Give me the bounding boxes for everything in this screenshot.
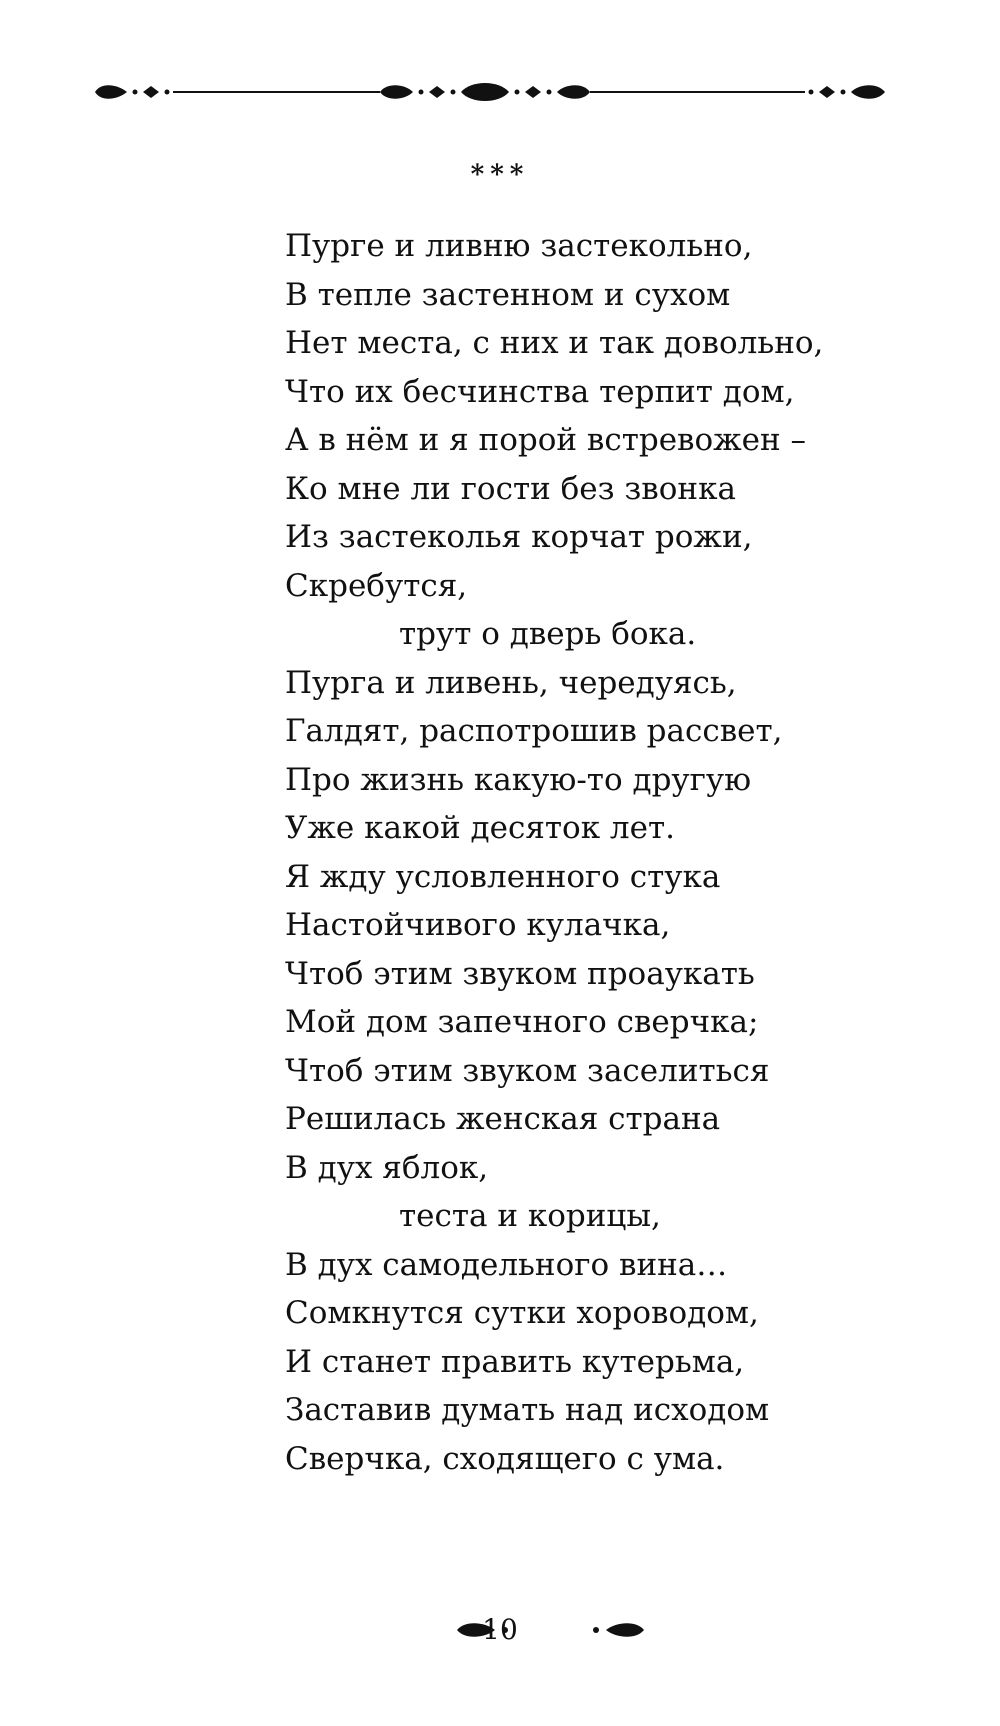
poem-line: Мой дом запечного сверчка; (285, 1004, 759, 1040)
stanza-separator: *** (470, 160, 530, 190)
poem-line: В тепле застенном и сухом (285, 276, 731, 313)
poem-line: Заставив думать над исходом (285, 1392, 770, 1428)
poem-line: Ко мне ли гости без звонка (285, 470, 736, 507)
poem-line: Я жду условленного стука (285, 858, 721, 895)
poem-line: Галдят, распотрошив рассвет, (285, 713, 783, 749)
poem-line: И станет править кутерьма, (285, 1343, 745, 1380)
poem-line: Чтоб этим звуком заселиться (285, 1052, 770, 1089)
poem-line: Пурга и ливень, чередуясь, (285, 664, 737, 701)
poem-line: В дух яблок, (285, 1149, 489, 1186)
poem-line: Что их бесчинства терпит дом, (285, 373, 795, 410)
poem-line: Сомкнутся сутки хороводом, (285, 1295, 759, 1331)
poem-line: Про жизнь какую-то другую (285, 761, 752, 798)
poem-line: Из застеколья корчат рожи, (285, 519, 753, 555)
page-number: 10 (482, 1613, 518, 1646)
poem-line: Сверчка, сходящего с ума. (285, 1440, 725, 1477)
poem-line: Нет места, с них и так довольно, (285, 325, 824, 361)
poem-body (285, 222, 885, 1483)
page-footer (0, 1610, 1000, 1650)
poem-line: В дух самодельного вина… (285, 1246, 728, 1283)
poem-line: А в нём и я порой встревожен – (285, 422, 807, 458)
poem-line: Чтоб этим звуком проаукать (285, 955, 755, 992)
poem-line: Скребутся, (285, 567, 468, 604)
poem-line-indented: трут о дверь бока. (399, 616, 697, 652)
poem-line: Пурге и ливню застекольно, (285, 228, 753, 264)
poem-line: Настойчивого кулачка, (285, 907, 671, 943)
leaf-ornament-right-icon (588, 1620, 644, 1640)
poem-line-indented: теста и корицы, (399, 1198, 661, 1234)
poem-line: Решилась женская страна (285, 1101, 721, 1137)
poem-line: Уже какой десяток лет. (285, 810, 675, 846)
decorative-divider-ornament-icon (95, 78, 975, 106)
